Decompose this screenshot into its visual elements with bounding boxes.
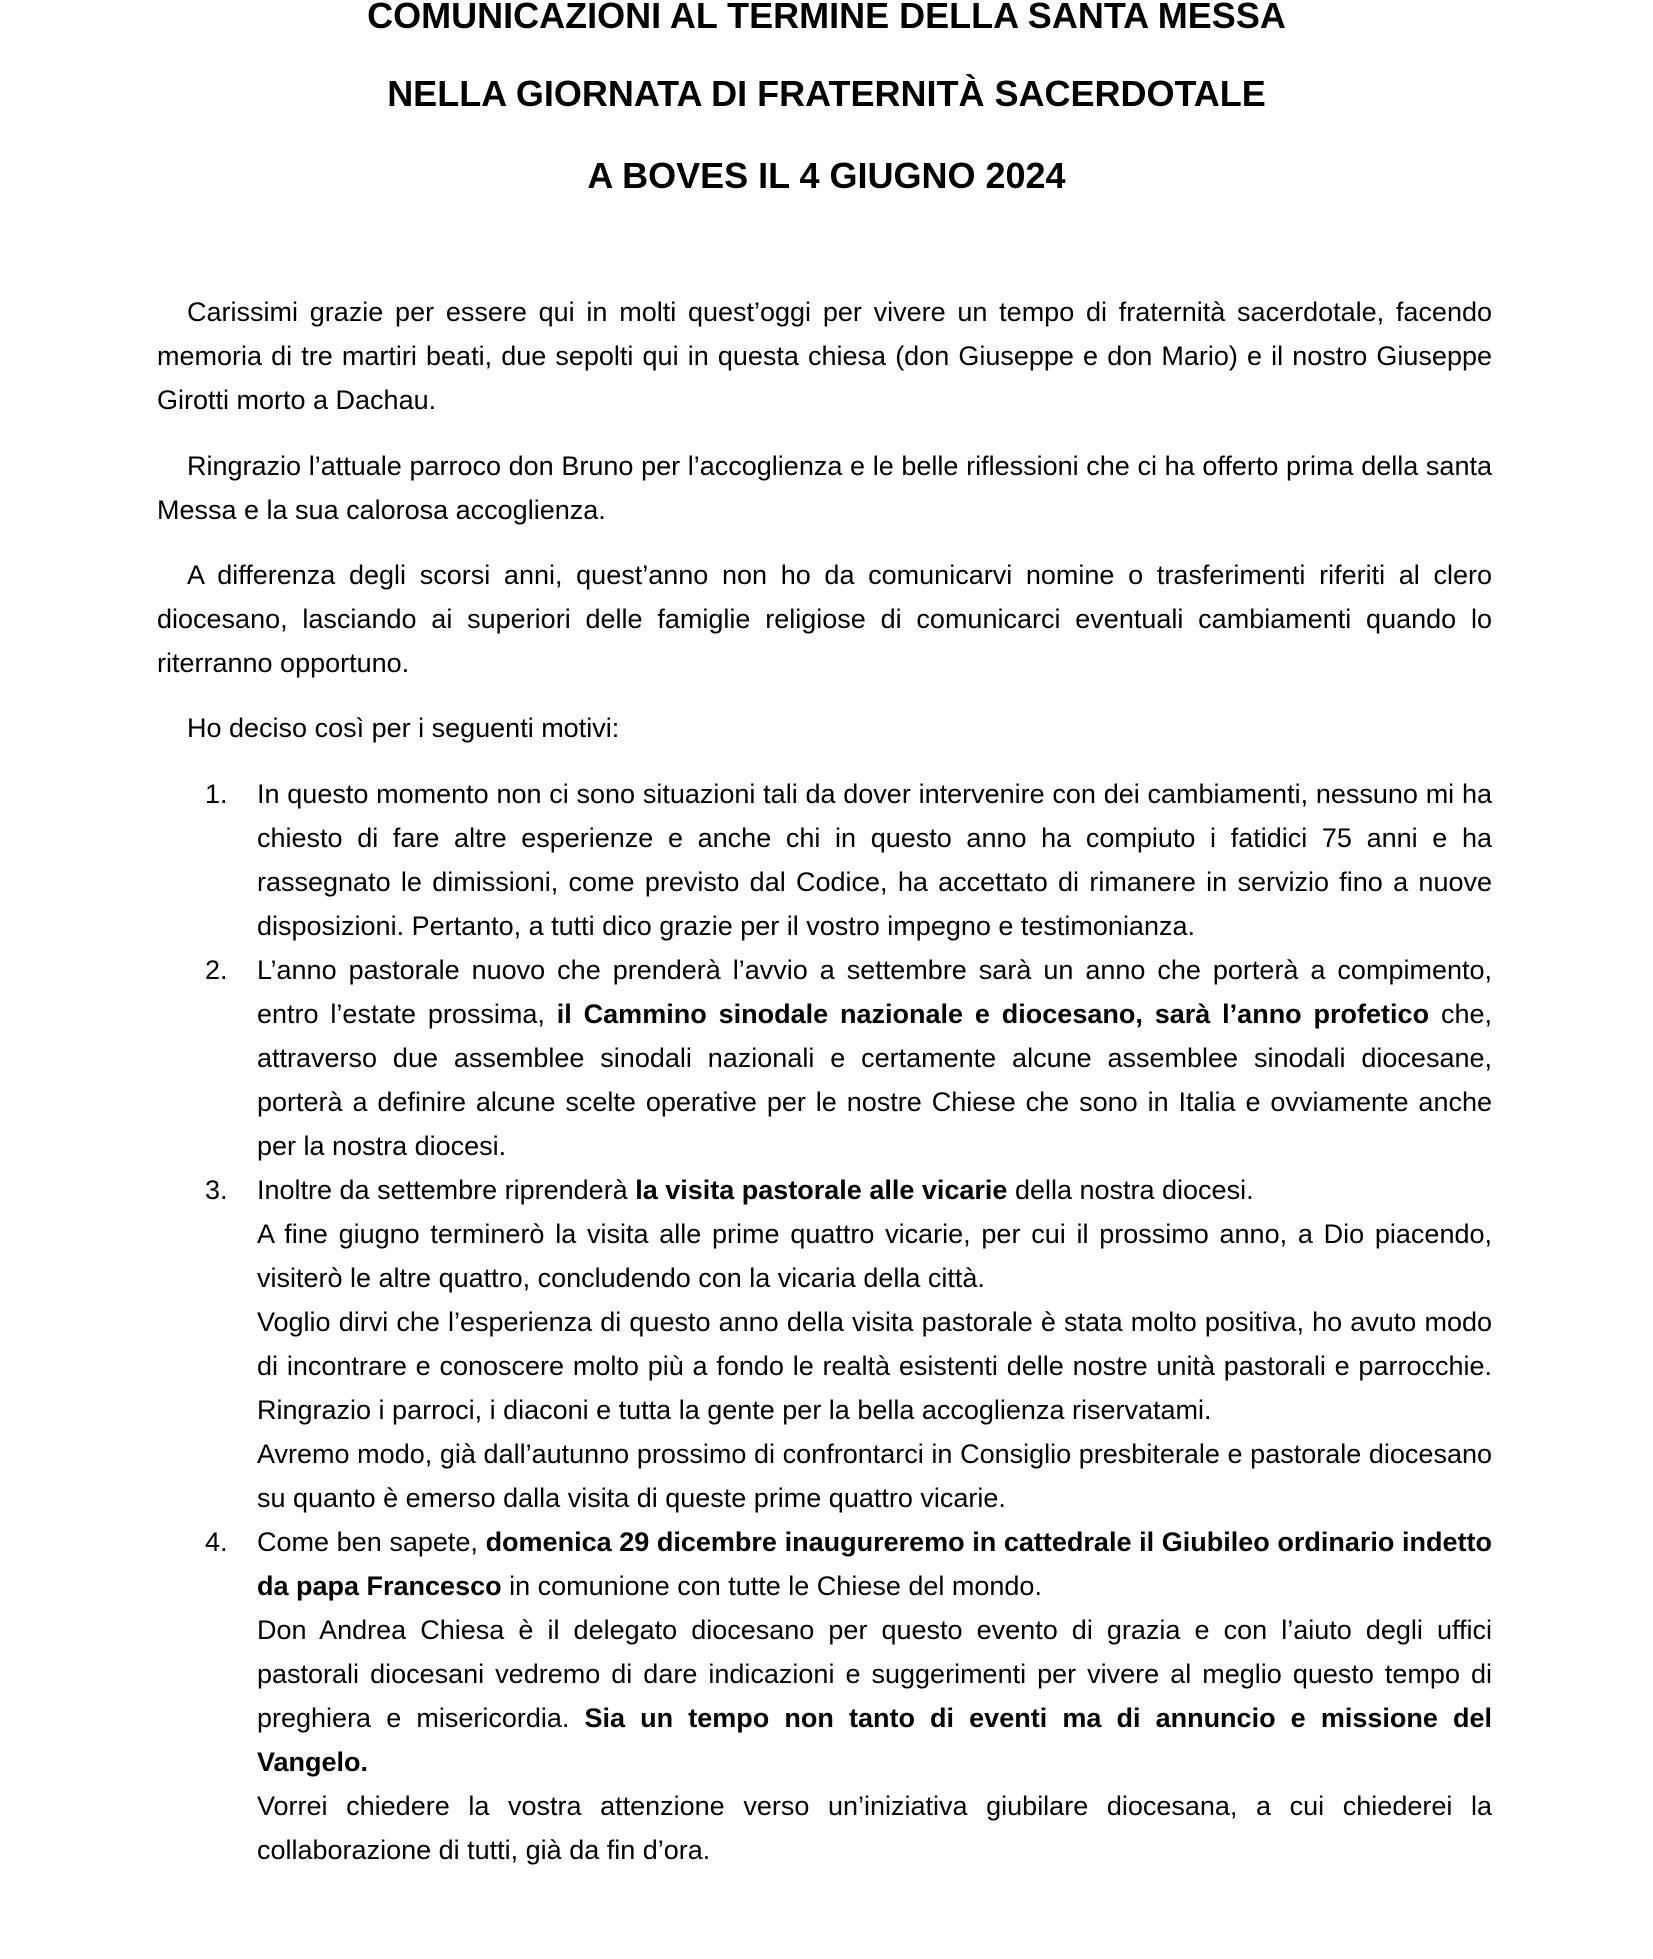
paragraph-greeting: Carissimi grazie per essere qui in molti quest’oggi per vivere un tempo di fraternità sacerdotale, facendo memoria di tre martiri beati, due sepolti qui in questa chiesa (don Giuseppe e don Mario) e il nostro Giuseppe Girotti morto a Dachau.: [157, 297, 1492, 415]
list-item-number: 2.: [205, 955, 228, 985]
title-line-2: NELLA GIORNATA DI FRATERNITÀ SACERDOTALE: [387, 73, 1266, 114]
list-item: [157, 1168, 1492, 1520]
list-item-subparagraph: A fine giugno terminerò la visita alle prime quattro vicarie, per cui il prossimo anno, a Dio piacendo, visiterò le altre quattro, concludendo con la vicaria della città.: [257, 1219, 1492, 1293]
list-item-text: Inoltre da settembre riprenderà: [257, 1175, 636, 1205]
list-item-number: 1.: [205, 779, 228, 809]
list-item-text: della nostra diocesi.: [1007, 1175, 1254, 1205]
list-item-body: [257, 948, 1492, 1168]
list-item: [157, 1520, 1492, 1872]
list-item-text: In questo momento non ci sono situazioni tali da dover intervenire con dei cambiamenti, nessuno mi ha chiesto di fare altre esperienze e anche chi in questo anno ha compiuto i fatidici 75 anni e ha rassegnato le dimissioni, come previsto dal Codice, ha accettato di rimanere in servizio fino a nuove disposizioni. Pertanto, a tutti dico grazie per il vostro impegno e testimonianza.: [257, 779, 1492, 941]
list-item-subparagraph: Avremo modo, già dall’autunno prossimo di confrontarci in Consiglio presbiterale e pastorale diocesano su quanto è emerso dalla visita di queste prime quattro vicarie.: [257, 1439, 1492, 1513]
list-item-text: in comunione con tutte le Chiese del mondo.: [501, 1571, 1042, 1601]
list-item-body: [257, 1168, 1492, 1212]
list-item-subparagraph: Vorrei chiedere la vostra attenzione verso un’iniziativa giubilare diocesana, a cui chiederei la collaborazione di tutti, già da fin d’ora.: [257, 1791, 1492, 1865]
paragraph-reasons-intro: Ho deciso così per i seguenti motivi:: [187, 713, 620, 743]
list-item: [157, 772, 1492, 948]
title-line-1: COMUNICAZIONI AL TERMINE DELLA SANTA MESSA: [367, 0, 1286, 36]
list-item-text: L’anno pastorale nuovo che prenderà l’avvio a settembre sarà un anno che porterà a compimento, entro l’estate prossima,: [257, 955, 1492, 1029]
list-item-number: 4.: [205, 1527, 228, 1557]
list-item-text: Come ben sapete,: [257, 1527, 486, 1557]
list-item-number: 3.: [205, 1175, 228, 1205]
list-item-bold-text: la visita pastorale alle vicarie: [635, 1175, 1008, 1205]
list-item: [157, 948, 1492, 1168]
list-item-text: Don Andrea Chiesa è il delegato diocesano per questo evento di grazia e con l’aiuto degli uffici pastorali diocesani vedremo di dare indicazioni e suggerimenti per vivere al meglio questo tempo di preghiera e misericordia.: [257, 1615, 1492, 1733]
paragraph-thanks: Ringrazio l’attuale parroco don Bruno per l’accoglienza e le belle riflessioni che ci ha offerto prima della santa Messa e la sua calorosa accoglienza.: [157, 451, 1492, 525]
paragraph-no-appointments: A differenza degli scorsi anni, quest’anno non ho da comunicarvi nomine o trasferimenti riferiti al clero diocesano, lasciando ai superiori delle famiglie religiose di comunicarci eventuali cambiamenti quando lo riterranno opportuno.: [157, 560, 1492, 678]
title-line-3: A BOVES IL 4 GIUGNO 2024: [587, 155, 1066, 196]
list-item-body: [257, 1520, 1492, 1608]
reasons-list: [157, 772, 1492, 1872]
list-item-bold-text: domenica 29 dicembre inaugureremo in cattedrale il Giubileo ordinario indetto da papa Francesco: [257, 1527, 1492, 1601]
list-item-bold-text: Sia un tempo non tanto di eventi ma di annuncio e missione del Vangelo.: [257, 1703, 1492, 1777]
list-item-subparagraph: Voglio dirvi che l’esperienza di questo anno della visita pastorale è stata molto positiva, ho avuto modo di incontrare e conoscere molto più a fondo le realtà esistenti delle nostre unità pastorali e parrocchie. Ringrazio i parroci, i diaconi e tutta la gente per la bella accoglienza riservatami.: [257, 1307, 1492, 1425]
list-item-bold-text: il Cammino sinodale nazionale e diocesano, sarà l’anno profetico: [556, 999, 1430, 1029]
list-item-subparagraph: [257, 1608, 1492, 1784]
list-item-text: che, attraverso due assemblee sinodali nazionali e certamente alcune assemblee sinodali diocesane, porterà a definire alcune scelte operative per le nostre Chiese che sono in Italia e ovviamente anche per la nostra diocesi.: [257, 999, 1492, 1161]
